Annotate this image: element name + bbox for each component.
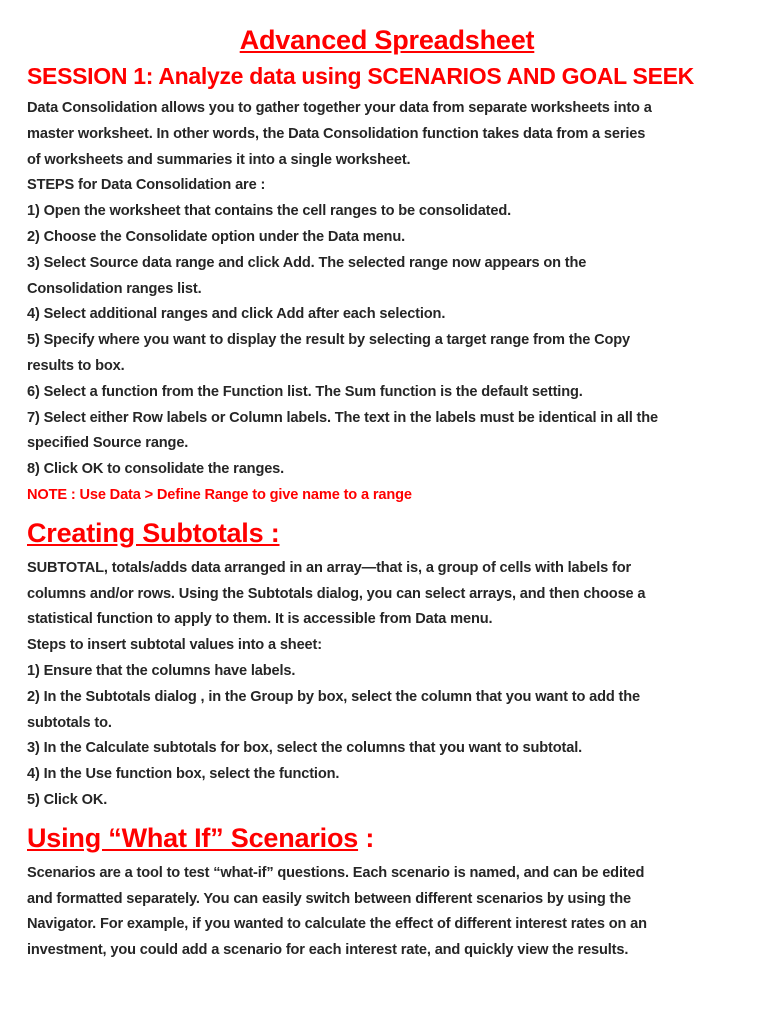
note-line: NOTE : Use Data > Define Range to give name to a range — [27, 486, 412, 503]
scenarios-heading — [27, 820, 747, 856]
consolidation-paragraph — [27, 96, 747, 509]
text-line: Scenarios are a tool to test “what-if” questions. Each scenario is named, and can be edited — [27, 864, 645, 881]
step-line: specified Source range. — [27, 435, 189, 452]
scenarios-heading-text: Using “What If” Scenarios — [27, 822, 359, 853]
step-line: 2) In the Subtotals dialog , in the Group by box, select the column that you want to add the — [27, 688, 640, 705]
step-line: 8) Click OK to consolidate the ranges. — [27, 461, 285, 478]
step-line: subtotals to. — [27, 714, 112, 731]
step-line: 4) In the Use function box, select the function. — [27, 766, 340, 783]
text-line: columns and/or rows. Using the Subtotals dialog, you can select arrays, and then choose a — [27, 585, 646, 602]
text-line: SUBTOTAL, totals/adds data arranged in an array—that is, a group of cells with labels for — [27, 559, 632, 576]
session-1-heading: SESSION 1: Analyze data using SCENARIOS AND GOAL SEEK — [27, 63, 694, 89]
text-line: and formatted separately. You can easily switch between different scenarios by using the — [27, 890, 631, 907]
step-line: 1) Open the worksheet that contains the cell ranges to be consolidated. — [27, 203, 512, 220]
subtotals-heading-text: Creating Subtotals : — [27, 517, 280, 548]
text-line: of worksheets and summaries it into a single worksheet. — [27, 151, 411, 168]
step-line: 7) Select either Row labels or Column labels. The text in the labels must be identical in all the — [27, 409, 658, 426]
subtotals-paragraph — [27, 556, 747, 814]
scenarios-heading-suffix: : — [358, 822, 375, 853]
step-line: 1) Ensure that the columns have labels. — [27, 662, 296, 679]
step-line: 6) Select a function from the Function list. The Sum function is the default setting. — [27, 383, 583, 400]
step-line: 3) In the Calculate subtotals for box, select the columns that you want to subtotal. — [27, 740, 583, 757]
step-line: 5) Specify where you want to display the result by selecting a target range from the Copy — [27, 332, 630, 349]
step-line: 4) Select additional ranges and click Add after each selection. — [27, 306, 446, 323]
step-line: Consolidation ranges list. — [27, 280, 202, 297]
steps-heading: STEPS for Data Consolidation are : — [27, 177, 266, 194]
text-line: Data Consolidation allows you to gather together your data from separate worksheets into a — [27, 100, 652, 116]
subtotals-heading — [27, 515, 747, 551]
document-page — [27, 22, 747, 964]
text-line: master worksheet. In other words, the Data Consolidation function takes data from a series — [27, 125, 646, 142]
step-line: 2) Choose the Consolidate option under the Data menu. — [27, 228, 405, 245]
text-line: investment, you could add a scenario for each interest rate, and quickly view the results. — [27, 942, 629, 959]
text-line: statistical function to apply to them. It is accessible from Data menu. — [27, 611, 493, 628]
text-line: Navigator. For example, if you wanted to calculate the effect of different interest rates on an — [27, 916, 647, 933]
steps-heading: Steps to insert subtotal values into a sheet: — [27, 637, 322, 654]
step-line: results to box. — [27, 357, 125, 374]
document-title: Advanced Spreadsheet — [239, 25, 535, 55]
step-line: 5) Click OK. — [27, 791, 108, 808]
step-line: 3) Select Source data range and click Add. The selected range now appears on the — [27, 254, 587, 271]
scenarios-paragraph — [27, 861, 747, 964]
